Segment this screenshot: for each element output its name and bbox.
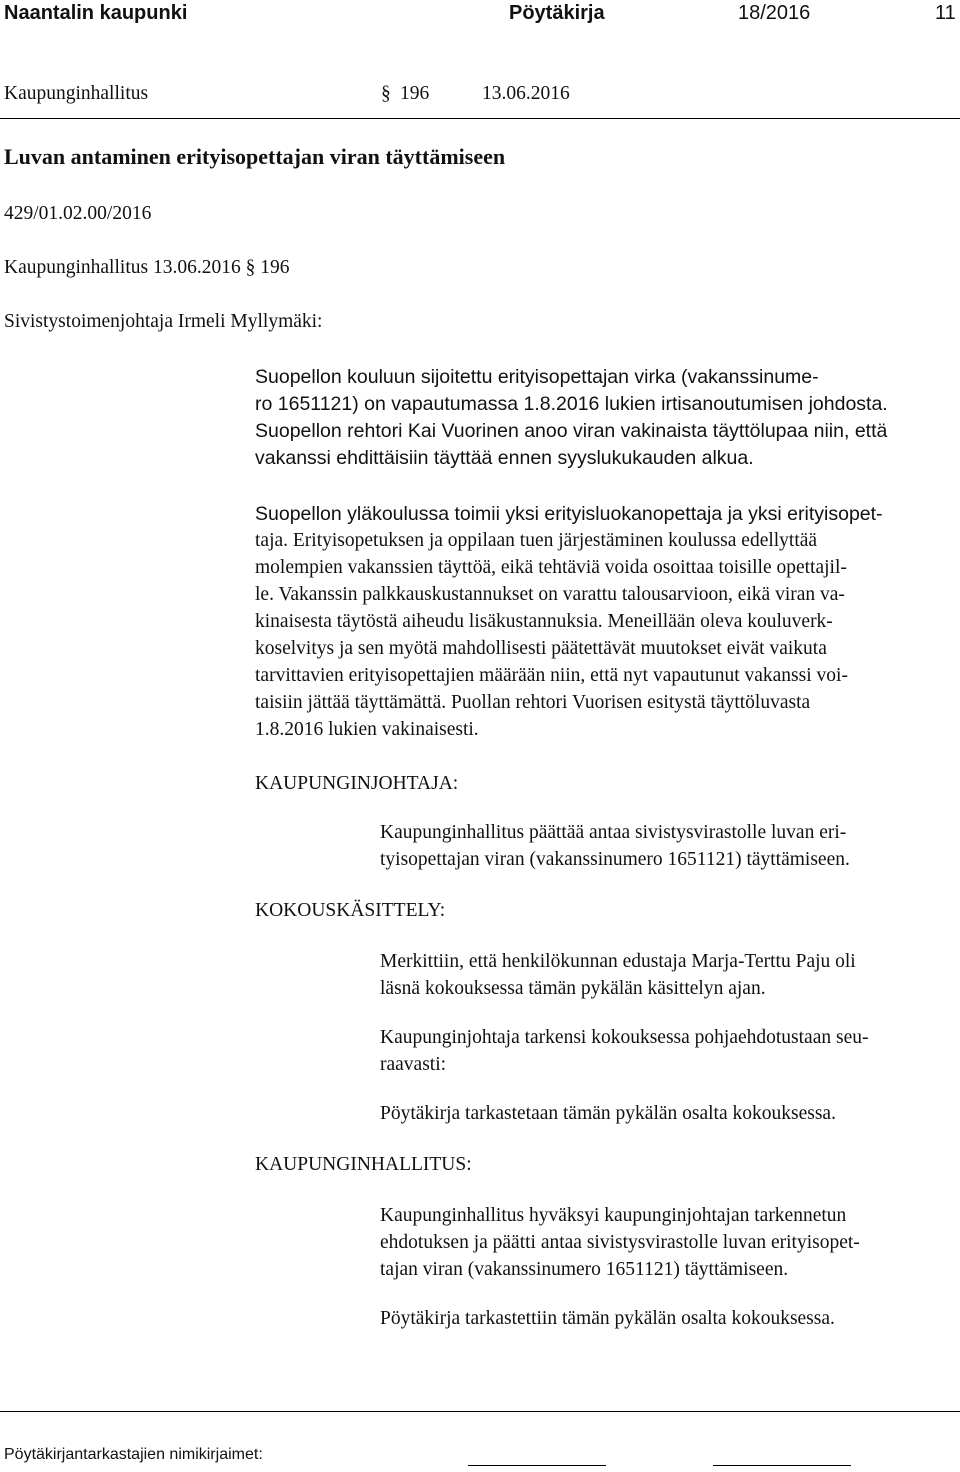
text-line: vakanssi ehdittäisiin täyttää ennen syyslukukauden alkua.: [255, 447, 754, 469]
text-line: tyisopettajan viran (vakanssinumero 1651121) täyttämiseen.: [380, 849, 850, 870]
text-line: molempien vakanssien täyttöä, eikä tehtäviä voida osoittaa toisille opettajil-: [255, 557, 847, 578]
kaupunginhallitus-paragraph-2: Pöytäkirja tarkastettiin tämän pykälän osalta kokouksessa.: [380, 1308, 835, 1329]
meeting-date: 13.06.2016: [482, 83, 570, 104]
text-line: tajan viran (vakanssinumero 1651121) täyttämiseen.: [380, 1259, 789, 1280]
text-line: Merkittiin, että henkilökunnan edustaja Marja-Terttu Paju oli: [380, 951, 856, 972]
meeting-body: Kaupunginhallitus: [4, 83, 149, 104]
page-number: 11: [935, 2, 956, 24]
text-line: ro 1651121) on vapautumassa 1.8.2016 lukien irtisanoutumisen johdosta.: [255, 393, 888, 415]
text-line: taisiin jättää täyttämättä. Puollan rehtori Vuorisen esitystä täyttöluvasta: [255, 692, 811, 713]
text-line: kinaisesta täytöstä aiheudu lisäkustannuksia. Meneillään oleva kouluverk-: [255, 611, 833, 632]
meeting-section: 196: [400, 83, 430, 104]
text-line: Kaupunginhallitus hyväksyi kaupunginjohtajan tarkennetun: [380, 1205, 847, 1226]
text-line: Suopellon kouluun sijoitettu erityisopettajan virka (vakanssinume-: [255, 366, 819, 388]
section-heading-kaupunginhallitus: KAUPUNGINHALLITUS:: [255, 1154, 472, 1175]
initials-label: Pöytäkirjantarkastajien nimikirjaimet:: [4, 1446, 263, 1463]
text-line: läsnä kokouksessa tämän pykälän käsittelyn ajan.: [380, 978, 766, 999]
text-line: le. Vakanssin palkkauskustannukset on varattu talousarvioon, eikä viran va-: [255, 584, 845, 605]
municipality-name: Naantalin kaupunki: [4, 2, 188, 24]
initials-line-1[interactable]: [468, 1465, 606, 1466]
text-line: taja. Erityisopetuksen ja oppilaan tuen järjestäminen koulussa edellyttää: [255, 530, 818, 551]
text-line: Suopellon rehtori Kai Vuorinen anoo viran vakinaista täyttölupaa niin, että: [255, 420, 888, 442]
text-line: Kaupunginhallitus päättää antaa sivistysvirastolle luvan eri-: [380, 822, 847, 843]
document-title: Luvan antaminen erityisopettajan viran täyttämiseen: [4, 144, 506, 169]
section-heading-kokouskasittely: KOKOUSKÄSITTELY:: [255, 900, 446, 921]
text-line: raavasti:: [380, 1054, 447, 1075]
previous-handling: Kaupunginhallitus 13.06.2016 § 196: [4, 257, 290, 278]
text-line: 1.8.2016 lukien vakinaisesti.: [255, 719, 479, 740]
text-line: ehdotuksen ja päätti antaa sivistysvirastolle luvan erityisopet-: [380, 1232, 860, 1253]
text-line: Suopellon yläkoulussa toimii yksi erityisluokanopettaja ja yksi erityisopet-: [255, 503, 883, 525]
document-type: Pöytäkirja: [509, 2, 605, 24]
document-number: 18/2016: [738, 2, 811, 24]
section-sign: §: [381, 83, 391, 104]
initials-line-2[interactable]: [713, 1465, 851, 1466]
presenter: Sivistystoimenjohtaja Irmeli Myllymäki:: [4, 311, 323, 332]
section-heading-kaupunginjohtaja: KAUPUNGINJOHTAJA:: [255, 773, 459, 794]
text-line: koselvitys ja sen myötä mahdollisesti päätettävät muutokset eivät vaikuta: [255, 638, 827, 659]
text-line: tarvittavien erityisopettajien määrään niin, että nyt vapautunut vakanssi voi-: [255, 665, 848, 686]
kokouskasittely-paragraph-3: Pöytäkirja tarkastetaan tämän pykälän osalta kokouksessa.: [380, 1103, 836, 1124]
text-line: Kaupunginjohtaja tarkensi kokouksessa pohjaehdotustaan seu-: [380, 1027, 869, 1048]
footer-divider: [0, 1411, 960, 1412]
header-divider: [0, 118, 960, 119]
record-id: 429/01.02.00/2016: [4, 203, 152, 224]
